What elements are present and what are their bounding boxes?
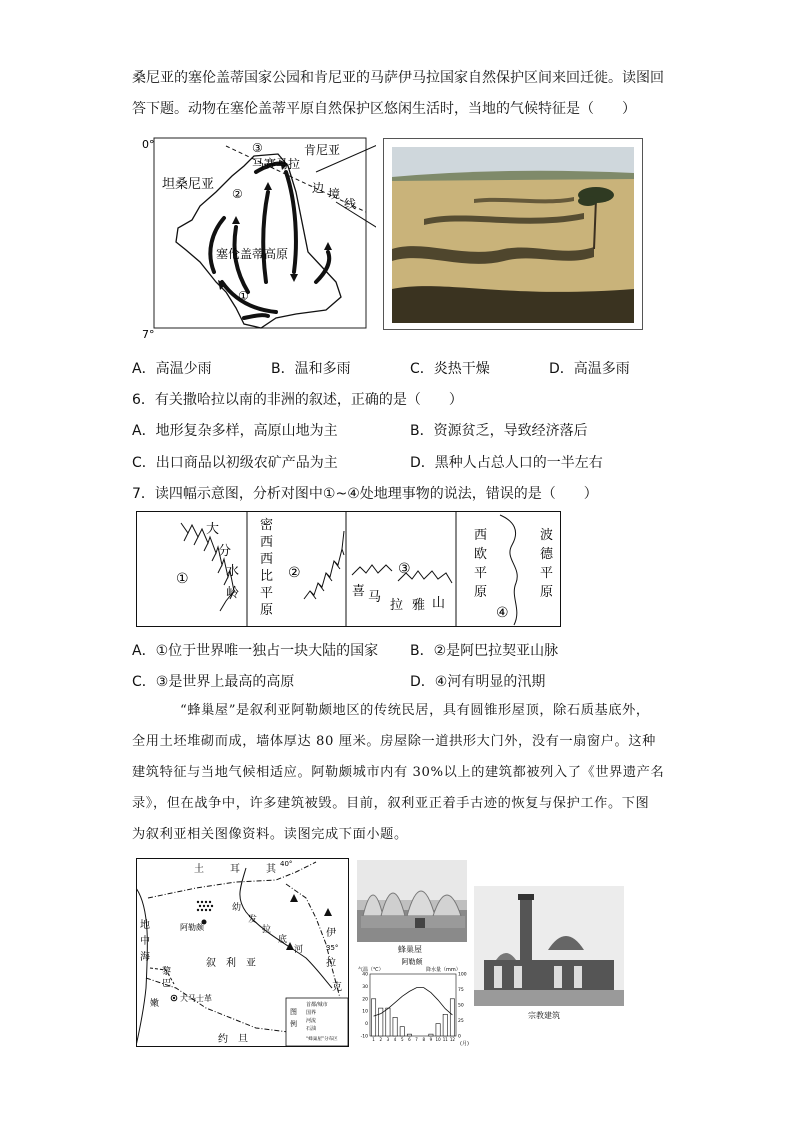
precip-tick-label: 0 bbox=[458, 1034, 461, 1040]
panel2-label-4: 平 bbox=[260, 586, 274, 601]
panel2-label-0: 密 bbox=[260, 518, 274, 533]
panel3-mark: ③ bbox=[398, 561, 411, 577]
panel4-right-0: 波 bbox=[540, 528, 554, 543]
med-char-3: 海 bbox=[140, 952, 150, 963]
beehive-caption: 蜂巢屋 bbox=[398, 945, 422, 954]
q5-option-a[interactable]: A．高温少雨 bbox=[132, 361, 212, 377]
precip-bar bbox=[371, 999, 375, 1036]
border-char-1: 边 bbox=[312, 181, 325, 195]
q5-option-c[interactable]: C．炎热干燥 bbox=[410, 361, 490, 377]
temp-line bbox=[374, 988, 453, 1017]
lat-35-label: 35° bbox=[326, 944, 339, 952]
migration-photo-frame bbox=[383, 138, 643, 330]
euphrates-river bbox=[240, 868, 332, 988]
serengeti-label: 塞伦盖蒂高原 bbox=[216, 247, 289, 261]
q7-stem: 7．读四幅示意图，分析对图中①~④处地理事物的说法，错误的是（ ） bbox=[132, 486, 598, 502]
panel4-left-0: 西 bbox=[474, 528, 488, 543]
legend-item-oil: 石油 bbox=[306, 1026, 317, 1032]
legend-title-1: 图 bbox=[290, 1008, 297, 1016]
panel2-label-2: 西 bbox=[260, 552, 274, 567]
panel4-left-2: 平 bbox=[474, 566, 488, 581]
panel2-label-3: 比 bbox=[260, 569, 274, 584]
q7-diagram bbox=[136, 511, 562, 629]
precip-tick-label: 50 bbox=[458, 1003, 464, 1009]
med-char-2: 中 bbox=[140, 936, 150, 947]
intro-line-2: 答下题。动物在塞伦盖蒂平原自然保护区悠闲生活时，当地的气候特征是（ ） bbox=[132, 101, 636, 117]
month-tick-label: 3 bbox=[386, 1037, 390, 1042]
temp-axis-label: 气温（℃） bbox=[358, 967, 384, 973]
coastline bbox=[136, 888, 147, 1046]
panel2-label-1: 西 bbox=[260, 535, 274, 550]
temp-tick-label: 10 bbox=[362, 1009, 368, 1015]
month-tick-label: 10 bbox=[435, 1037, 441, 1042]
temp-tick-label: 40 bbox=[362, 972, 368, 978]
precip-tick-label: 75 bbox=[458, 988, 464, 993]
panel3-label-ma: 马 bbox=[368, 590, 382, 605]
passage-line-3: 建筑特征与当地气候相适应。阿勒颇城市内有 30%以上的建筑都被列入了《世界遗产名 bbox=[132, 765, 665, 780]
panel3-label-shan: 山 bbox=[432, 596, 446, 611]
legend-item-border: 国界 bbox=[306, 1010, 317, 1016]
temp-tick-label: 0 bbox=[365, 1022, 368, 1028]
panel1-label-ling: 岭 bbox=[226, 586, 240, 601]
migration-map bbox=[136, 132, 376, 342]
iraq-char-3: 克 bbox=[332, 982, 342, 993]
lon-40-label: 40° bbox=[280, 860, 293, 868]
precip-bar bbox=[436, 1024, 440, 1036]
iraq-char-2: 拉 bbox=[326, 958, 336, 969]
q6-option-b[interactable]: B．资源贫乏，导致经济落后 bbox=[410, 423, 588, 439]
passage-line-5: 为叙利亚相关图像资料。读图完成下面小题。 bbox=[132, 827, 408, 842]
climate-chart-title: 阿勒颇 bbox=[401, 958, 423, 966]
legend-item-river: 河流 bbox=[306, 1018, 317, 1024]
mark-3: ③ bbox=[252, 141, 263, 155]
lebanon-char-2: 巴 bbox=[162, 979, 172, 989]
precip-bar bbox=[400, 1027, 404, 1036]
border-char-3: 线 bbox=[344, 197, 357, 211]
precip-bar bbox=[429, 1034, 433, 1036]
legend-title-2: 例 bbox=[290, 1020, 297, 1028]
panel4-right-3: 原 bbox=[540, 585, 554, 600]
lat-7-label: 7° bbox=[142, 328, 155, 341]
lebanon-char-1: 黎 bbox=[162, 967, 172, 977]
q6-option-a[interactable]: A．地形复杂多样，高原山地为主 bbox=[132, 423, 338, 439]
syria-char-1: 叙 bbox=[206, 958, 216, 969]
month-tick-label: 6 bbox=[408, 1037, 411, 1042]
passage bbox=[132, 695, 672, 850]
month-tick-label: 7 bbox=[415, 1037, 418, 1042]
q5-option-d[interactable]: D．高温多雨 bbox=[549, 361, 630, 377]
panel3-label-ya: 雅 bbox=[412, 598, 426, 613]
month-tick-label: 8 bbox=[422, 1037, 426, 1042]
panel4-right-1: 德 bbox=[540, 547, 554, 562]
temp-tick-label: -10 bbox=[360, 1034, 368, 1040]
q7-option-d[interactable]: D．④河有明显的汛期 bbox=[410, 674, 546, 690]
panel3-label-la: 拉 bbox=[390, 598, 404, 613]
q6-stem: 6．有关撒哈拉以南的非洲的叙述，正确的是（ ） bbox=[132, 392, 463, 408]
temp-tick-label: 30 bbox=[362, 984, 368, 990]
med-char-1: 地 bbox=[140, 920, 150, 931]
month-tick-label: 5 bbox=[400, 1037, 404, 1042]
month-tick-label: 11 bbox=[442, 1037, 448, 1042]
q7-option-b[interactable]: B．②是阿巴拉契亚山脉 bbox=[410, 643, 559, 659]
q6-option-c[interactable]: C．出口商品以初级农矿产品为主 bbox=[132, 455, 338, 471]
q6-option-d[interactable]: D．黑种人占总人口的一半左右 bbox=[410, 455, 603, 471]
euphrates-char-1: 幼 bbox=[232, 903, 242, 913]
precip-bar bbox=[450, 999, 454, 1036]
religious-caption: 宗教建筑 bbox=[528, 1011, 560, 1020]
panel1-label-fen: 分 bbox=[218, 544, 232, 559]
month-tick-label: 2 bbox=[379, 1037, 383, 1042]
tanzania-label: 坦桑尼亚 bbox=[162, 177, 215, 192]
panel1-mark: ① bbox=[176, 571, 189, 587]
religious-photo-image bbox=[474, 886, 624, 1006]
euphrates-char-5: 河 bbox=[294, 945, 304, 955]
lebanon-char-3: 嫩 bbox=[150, 999, 160, 1009]
precip-bar bbox=[386, 1008, 390, 1036]
beehive-area bbox=[197, 901, 213, 911]
precip-tick-label: 100 bbox=[458, 972, 467, 978]
passage-line-4: 录》，但在战争中，许多建筑被毁。目前，叙利亚正着手古迹的恢复与保护工作。下图 bbox=[132, 796, 650, 811]
month-tick-label: 4 bbox=[393, 1037, 397, 1042]
month-unit-label: (月) bbox=[460, 1041, 469, 1047]
panel1-label-shui: 水 bbox=[226, 564, 240, 579]
beehive-photo-image bbox=[357, 860, 467, 942]
beehive-photo bbox=[357, 860, 467, 942]
temp-tick-label: 20 bbox=[362, 997, 368, 1003]
passage-line-1: “蜂巢屋”是叙利亚阿勒颇地区的传统民居，具有圆锥形屋顶，除石质基底外， bbox=[180, 703, 650, 718]
q5-option-b[interactable]: B．温和多雨 bbox=[271, 361, 351, 377]
mark-2: ② bbox=[232, 187, 243, 201]
month-tick-label: 9 bbox=[429, 1037, 433, 1042]
arrow-heads bbox=[218, 160, 332, 290]
panel4-mark: ④ bbox=[496, 605, 509, 621]
month-tick-label: 12 bbox=[449, 1037, 455, 1042]
panel4-right-2: 平 bbox=[540, 566, 554, 581]
euphrates-char-3: 拉 bbox=[262, 925, 272, 935]
climate-chart bbox=[356, 956, 474, 1048]
precip-bar bbox=[393, 1017, 397, 1036]
religious-photo bbox=[474, 886, 624, 1006]
kenya-label: 肯尼亚 bbox=[304, 143, 341, 157]
euphrates-char-2: 发 bbox=[248, 915, 258, 925]
panel1-label-da: 大 bbox=[206, 522, 220, 537]
month-tick-label: 1 bbox=[372, 1037, 375, 1042]
jordan-label: 约 旦 bbox=[218, 1034, 248, 1045]
iraq-char-1: 伊 bbox=[326, 928, 336, 939]
syria-char-2: 利 bbox=[226, 958, 236, 969]
panel4-left-1: 欧 bbox=[474, 547, 488, 562]
aleppo-label: 阿勒颇 bbox=[180, 923, 204, 932]
precip-bar bbox=[443, 1014, 447, 1036]
panel4-left-3: 原 bbox=[474, 585, 488, 600]
passage-line-2: 全用土坯堆砌而成，墙体厚达 80 厘米。房屋除一道拱形大门外，没有一扇窗户。这种 bbox=[132, 734, 656, 749]
turkey-char-1: 土 bbox=[194, 864, 204, 875]
legend bbox=[286, 998, 348, 1046]
damascus-label: 大马士革 bbox=[180, 994, 212, 1003]
turkey-char-2: 耳 bbox=[230, 864, 240, 875]
precip-bar bbox=[407, 1034, 411, 1036]
lat-0-label: 0° bbox=[142, 138, 155, 151]
border-char-2: 境 bbox=[328, 187, 341, 201]
legend-item-beehive: “蜂巢屋”分布区 bbox=[306, 1037, 338, 1042]
q7-option-c[interactable]: C．③是世界上最高的高原 bbox=[132, 674, 295, 690]
intro-line-1: 桑尼亚的塞伦盖蒂国家公园和肯尼亚的马萨伊马拉国家自然保护区间来回迁徙。读图回 bbox=[132, 70, 664, 86]
appalachian-symbol bbox=[304, 531, 344, 599]
panel2-label-5: 原 bbox=[260, 603, 274, 618]
mara-label: 马赛马拉 bbox=[252, 157, 301, 171]
syria-map bbox=[136, 858, 350, 1048]
precip-axis-label: 降水量（mm） bbox=[426, 967, 461, 973]
mark-1: ① bbox=[238, 289, 249, 303]
q7-option-a[interactable]: A．①位于世界唯一独占一块大陆的国家 bbox=[132, 643, 379, 659]
migration-photo bbox=[384, 139, 642, 329]
syria-char-3: 亚 bbox=[246, 958, 256, 969]
turkey-char-3: 其 bbox=[266, 864, 276, 875]
panel3-label-xi: 喜 bbox=[352, 584, 366, 599]
precip-tick-label: 25 bbox=[458, 1019, 464, 1024]
euphrates-char-4: 底 bbox=[278, 935, 288, 945]
panel2-mark: ② bbox=[288, 565, 301, 581]
legend-item-capital: 首都/城市 bbox=[306, 1002, 328, 1008]
